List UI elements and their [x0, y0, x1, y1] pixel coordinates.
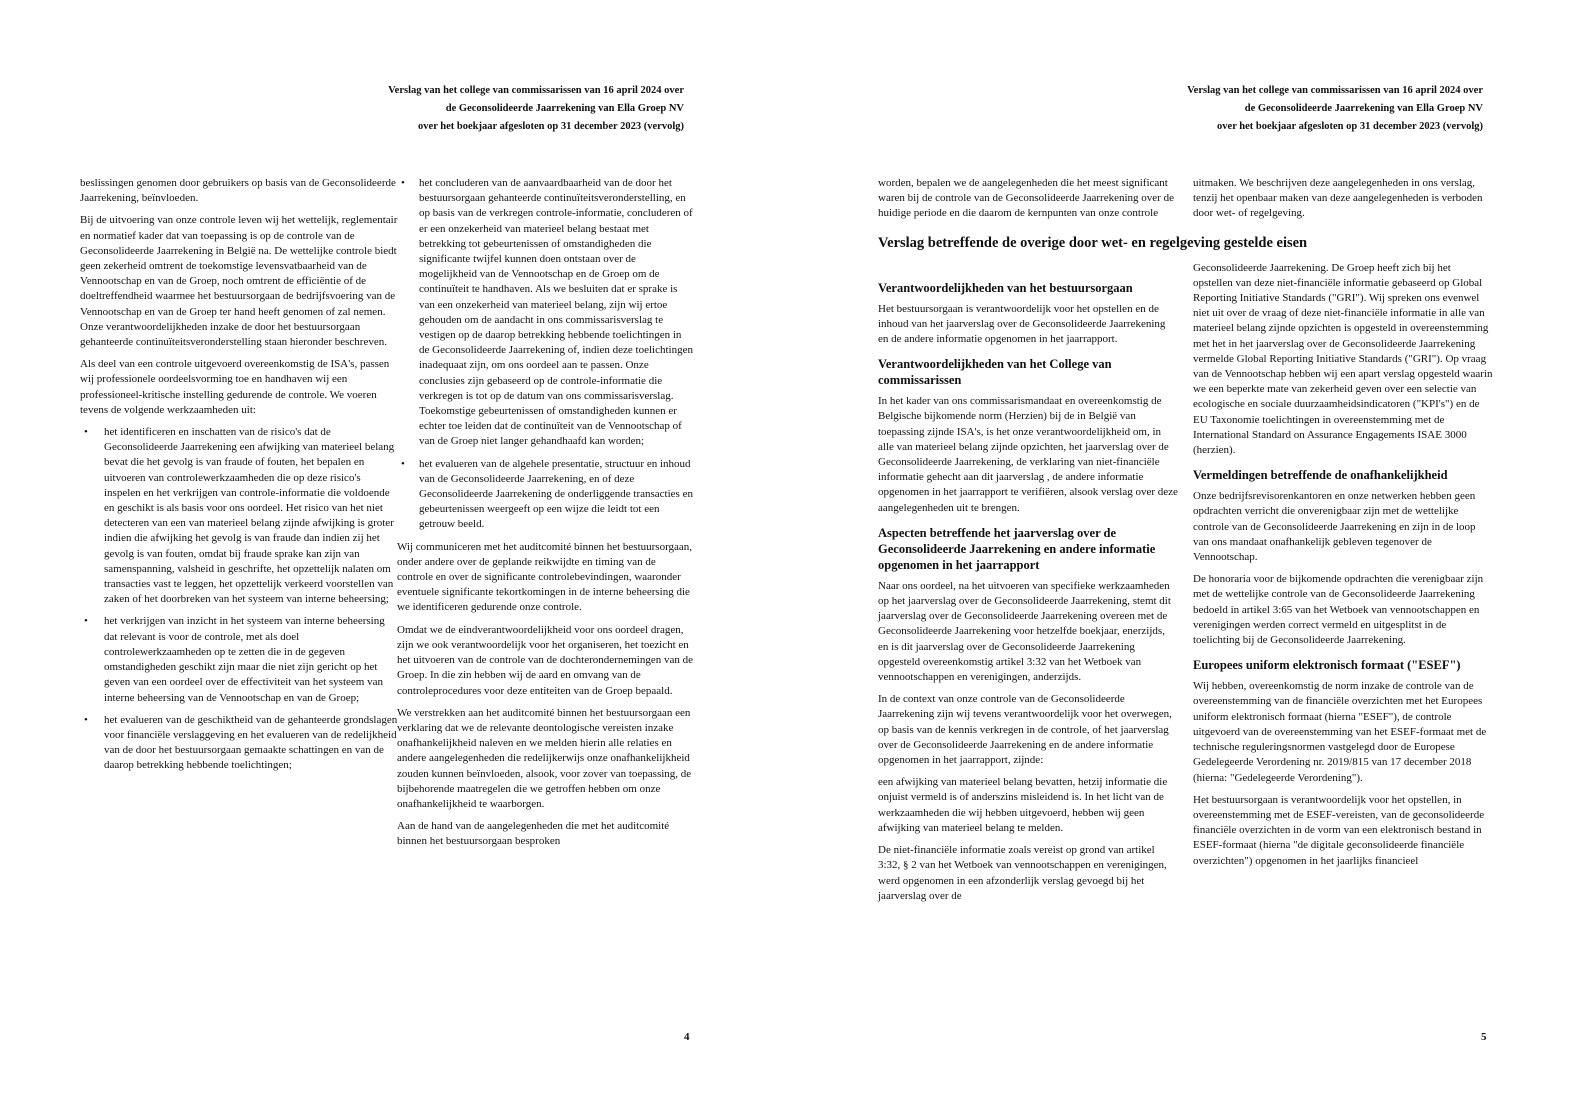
paragraph: Wij hebben, overeenkomstig de norm inzake de controle van de overeenstemming van de financiële overzichten met het Europees uniform elektronisch formaat (hierna "ESEF"), de controle uitgevoerd van de overeenstemming van het ESEF-formaat met de technische reguleringsnormen vastgelegd door de Europese Gedelegeerde Verordening nr. 2019/815 van 17 december 2018 (hierna: "Gedelegeerde Verordening").: [1193, 680, 1487, 784]
page-5: [790, 0, 1579, 1097]
bullet-item: • het evalueren van de geschiktheid van de gehanteerde grondslagen voor financiële verslaggeving en het evalueren van de redelijkheid van de door het bestuursorgaan gemaakte schattingen en van de daarop betrekking hebbende toelichtingen;: [80, 713, 398, 774]
header-line: de Geconsolideerde Jaarrekening van Ella Groep NV: [1244, 103, 1483, 114]
section-heading: Verantwoordelijkheden van het College van commissarissen: [878, 357, 1112, 388]
paragraph: Aan de hand van de aangelegenheden die met het auditcomité binnen het bestuursorgaan besproken: [397, 820, 670, 848]
bullet-item: • het evalueren van de algehele presentatie, structuur en inhoud van de Geconsolideerde Jaarrekening, en of deze Geconsolideerde Jaarrekening de onderliggende transacties en gebeurtenissen weergeeft op een wijze die leidt tot een getrouw beeld.: [397, 457, 693, 533]
paragraph: beslissingen genomen door gebruikers op basis van de Geconsolideerde Jaarrekening, beïnvloeden.: [80, 177, 396, 205]
running-header: [388, 82, 684, 136]
header-line: Verslag van het college van commissarissen van 16 april 2024 over: [388, 85, 684, 96]
bullet-item: • het concluderen van de aanvaardbaarheid van de door het bestuursorgaan gehanteerde continuïteitsveronderstelling, en op basis van de verkregen controle-informatie, concluderen of er een onzekerheid van materieel belang bestaat met betrekking tot gebeurtenissen of omstandigheden die significante twijfel kunnen doen ontstaan over de mogelijkheid van de Vennootschap en de Groep om de continuïteit te handhaven. Als we besluiten dat er sprake is van een onzekerheid van materieel belang, zijn wij ertoe gehouden om de aandacht in ons commissarisverslag te vestigen op de daarop betrekking hebbende toelichtingen in de Geconsolideerde Jaarrekening of, indien deze toelichtingen inadequaat zijn, om ons oordeel aan te passen. Onze conclusies zijn gebaseerd op de controle-informatie die verkregen is tot op de datum van ons commissarisverslag. Toekomstige gebeurtenissen of omstandigheden kunnen er echter toe leiden dat de continuïteit van de Vennootschap of van de Groep niet langer gehandhaafd kan worden;: [397, 176, 693, 450]
paragraph: uitmaken. We beschrijven deze aangelegenheden in ons verslag, tenzij het openbaar maken van deze aangelegenheden is verboden door wet- of regelgeving.: [1193, 177, 1483, 220]
column-right: [397, 176, 693, 857]
bullet-list: [397, 176, 693, 533]
main-section-heading: Verslag betreffende de overige door wet- en regelgeving gestelde eisen: [878, 235, 1308, 251]
paragraph: Het bestuursorgaan is verantwoordelijk voor het opstellen, in overeenstemming met de ESEF-vereisten, van de geconsolideerde financiële overzichten in de vorm van een elektronisch bestand in ESEF-formaat (hierna "de digitale geconsolideerde financiële overzichten") opgenomen in het jaarlijks financieel: [1193, 793, 1485, 867]
bullet-item: • het identificeren en inschatten van de risico's dat de Geconsolideerde Jaarrekening een afwijking van materieel belang bevat die het gevolg is van fraude of fouten, het bepalen en uitvoeren van controlewerkzaamheden die op deze risico's inspelen en het verkrijgen van controle-informatie die voldoende en geschikt is als basis voor ons oordeel. Het risico van het niet detecteren van een van materieel belang zijnde afwijking is groter indien die afwijking het gevolg is van fraude dan indien zij het gevolg is van fouten, omdat bij fraude sprake kan zijn van samenspanning, valsheid in geschrifte, het opzettelijk nalaten om transacties vast te leggen, het opzettelijk verkeerd voorstellen van zaken of het doorbreken van het systeem van interne beheersing;: [80, 425, 398, 607]
column-left: [80, 176, 398, 781]
paragraph: In het kader van ons commissarismandaat en overeenkomstig de Belgische bijkomende norm (Herzien) bij de in België van toepassing zijnde ISA's, is het onze verantwoordelijkheid om, in alle van materieel belang zijnde opzichten, het jaarverslag over de Geconsolideerde Jaarrekening, de verklaring van niet-financiële informatie gehecht aan dit jaarverslag , de andere informatie opgenomen in het jaarrapport te verifiëren, alsook verslag over deze aangelegenheden uit te brengen.: [878, 395, 1178, 514]
paragraph: een afwijking van materieel belang bevatten, hetzij informatie die onjuist vermeld is of anderszins misleidend is. In het licht van de werkzaamheden die wij hebben uitgevoerd, hebben wij geen afwijking van materieel belang te melden.: [878, 776, 1168, 834]
bullet-list: [80, 425, 398, 773]
header-line: over het boekjaar afgesloten op 31 december 2023 (vervolg): [418, 121, 684, 132]
page-4: [0, 0, 789, 1097]
heading-spacer: [1193, 229, 1493, 261]
header-line: over het boekjaar afgesloten op 31 december 2023 (vervolg): [1217, 121, 1483, 132]
paragraph: Omdat we de eindverantwoordelijkheid voor ons oordeel dragen, zijn we ook verantwoordelijk voor het organiseren, het toezicht en het uitvoeren van de controle van de dochterondernemingen van de Groep. In die zin hebben wij de aard en omvang van de controleprocedures voor deze entiteiten van de Groep bepaald.: [397, 623, 693, 697]
paragraph: Onze bedrijfsrevisorenkantoren en onze netwerken hebben geen opdrachten verricht die onverenigbaar zijn met de wettelijke controle van de Geconsolideerde Jaarrekening en zijn in de loop van ons mandaat onafhankelijk gebleven tegenover de Vennootschap.: [1193, 490, 1476, 564]
bullet-item: • het verkrijgen van inzicht in het systeem van interne beheersing dat relevant is voor de controle, met als doel controlewerkzaamheden op te zetten die in de gegeven omstandigheden geschikt zijn maar die niet zijn gericht op het geven van een oordeel over de effectiviteit van het systeem van interne beheersing van de Vennootschap en van de Groep;: [80, 614, 398, 705]
page-number: 5: [1481, 1031, 1487, 1043]
column-left: [878, 176, 1178, 911]
page-number: 4: [684, 1031, 690, 1043]
paragraph: Het bestuursorgaan is verantwoordelijk voor het opstellen en de inhoud van het jaarverslag over de Geconsolideerde Jaarrekening en de andere informatie opgenomen in het jaarrapport.: [878, 302, 1166, 346]
paragraph: De honoraria voor de bijkomende opdrachten die verenigbaar zijn met de wettelijke controle van de Geconsolideerde Jaarrekening bedoeld in artikel 3:65 van het Wetboek van vennootschappen en verenigingen werden correct vermeld en uitgesplitst in de toelichting bij de Geconsolideerde Jaarrekening.: [1193, 573, 1484, 647]
paragraph: We verstrekken aan het auditcomité binnen het bestuursorgaan een verklaring dat we de relevante deontologische vereisten inzake onafhankelijkheid naleven en we melden hierin alle relaties en andere aangelegenheden die redelijkerwijs onze onafhankelijkheid zouden kunnen beïnvloeden, alsook, voor zover van toepassing, de bijbehorende maatregelen die we getroffen hebben om onze onafhankelijkheid te waarborgen.: [397, 706, 692, 810]
running-header: [1187, 82, 1483, 136]
paragraph: Bij de uitvoering van onze controle leven wij het wettelijk, reglementair en normatief kader dat van toepassing is op de controle van de Geconsolideerde Jaarrekening in België na. De wettelijke controle biedt geen zekerheid omtrent de toekomstige levensvatbaarheid van de Vennootschap en van de Groep, noch omtrent de efficiëntie of de doeltreffendheid waarmee het bestuursorgaan de bedrijfsvoering van de Vennootschap en van de Groep ter hand heeft genomen of zal nemen. Onze verantwoordelijkheden inzake de door het bestuursorgaan gehanteerde continuïteitsveronderstelling staan hieronder beschreven.: [80, 214, 398, 349]
header-line: de Geconsolideerde Jaarrekening van Ella Groep NV: [445, 103, 684, 114]
section-heading: Aspecten betreffende het jaarverslag over de Geconsolideerde Jaarrekening en andere informatie opgenomen in het jaarrapport: [878, 525, 1156, 572]
paragraph: Als deel van een controle uitgevoerd overeenkomstig de ISA's, passen wij professionele oordeelsvorming toe en handhaven wij een professioneel-kritische instelling gedurende de controle. We voeren tevens de volgende werkzaamheden uit:: [80, 358, 390, 416]
section-heading: Vermeldingen betreffende de onafhankelijkheid: [1193, 468, 1448, 483]
paragraph: De niet-financiële informatie zoals vereist op grond van artikel 3:32, § 2 van het Wetboek van vennootschappen en verenigingen, werd opgenomen in een afzonderlijk verslag gevoegd bij het jaarverslag over de: [878, 844, 1167, 902]
paragraph: Geconsolideerde Jaarrekening. De Groep heeft zich bij het opstellen van deze niet-financiële informatie gebaseerd op Global Reporting Initiative Standards ("GRI"). Wij spreken ons evenwel niet uit over de vraag of deze niet-financiële informatie in alle van materieel belang zijnde opzichten is opgesteld in overeenstemming met het in het jaarverslag over de Geconsolideerde Jaarrekening vermelde Global Reporting Initiative Standards ("GRI"). Op vraag van de Vennootschap hebben wij een apart verslag opgesteld waarin we een beperkte mate van zekerheid geven over een selectie van ecologische en sociale duurzaamheidsindicatoren ("KPI's") en de EU Taxonomie toelichtingen in overeenstemming met de International Standard on Assurance Engagements ISAE 3000 (herzien).: [1193, 261, 1493, 457]
column-right: [1193, 176, 1493, 876]
header-line: Verslag van het college van commissarissen van 16 april 2024 over: [1187, 85, 1483, 96]
paragraph: Wij communiceren met het auditcomité binnen het bestuursorgaan, onder andere over de geplande reikwijdte en timing van de controle en over de significante controlebevindingen, waaronder eventuele significante tekortkomingen in de interne beheersing die we identificeren gedurende onze controle.: [397, 540, 693, 614]
paragraph: In de context van onze controle van de Geconsolideerde Jaarrekening zijn wij tevens verantwoordelijk voor het overwegen, op basis van de kennis verkregen in de controle, of het jaarverslag over de Geconsolideerde Jaarrekening en de andere informatie opgenomen in het jaarrapport, zijnde:: [878, 693, 1172, 767]
paragraph: worden, bepalen we de aangelegenheden die het meest significant waren bij de controle van de Geconsolideerde Jaarrekening over de huidige periode en die daarom de kernpunten van onze controle: [878, 177, 1174, 220]
section-heading: Verantwoordelijkheden van het bestuursorgaan: [878, 280, 1133, 295]
section-heading: Europees uniform elektronisch formaat ("ESEF"): [1193, 658, 1461, 673]
paragraph: Naar ons oordeel, na het uitvoeren van specifieke werkzaamheden op het jaarverslag over de Geconsolideerde Jaarrekening, stemt dit jaarverslag over de Geconsolideerde Jaarrekening overeen met de Geconsolideerde Jaarrekening voor hetzelfde boekjaar, enerzijds, en is dit jaarverslag over de Geconsolideerde Jaarrekening opgesteld overeenkomstig artikel 3:32 van het Wetboek van vennootschappen en verenigingen, anderzijds.: [878, 579, 1171, 684]
